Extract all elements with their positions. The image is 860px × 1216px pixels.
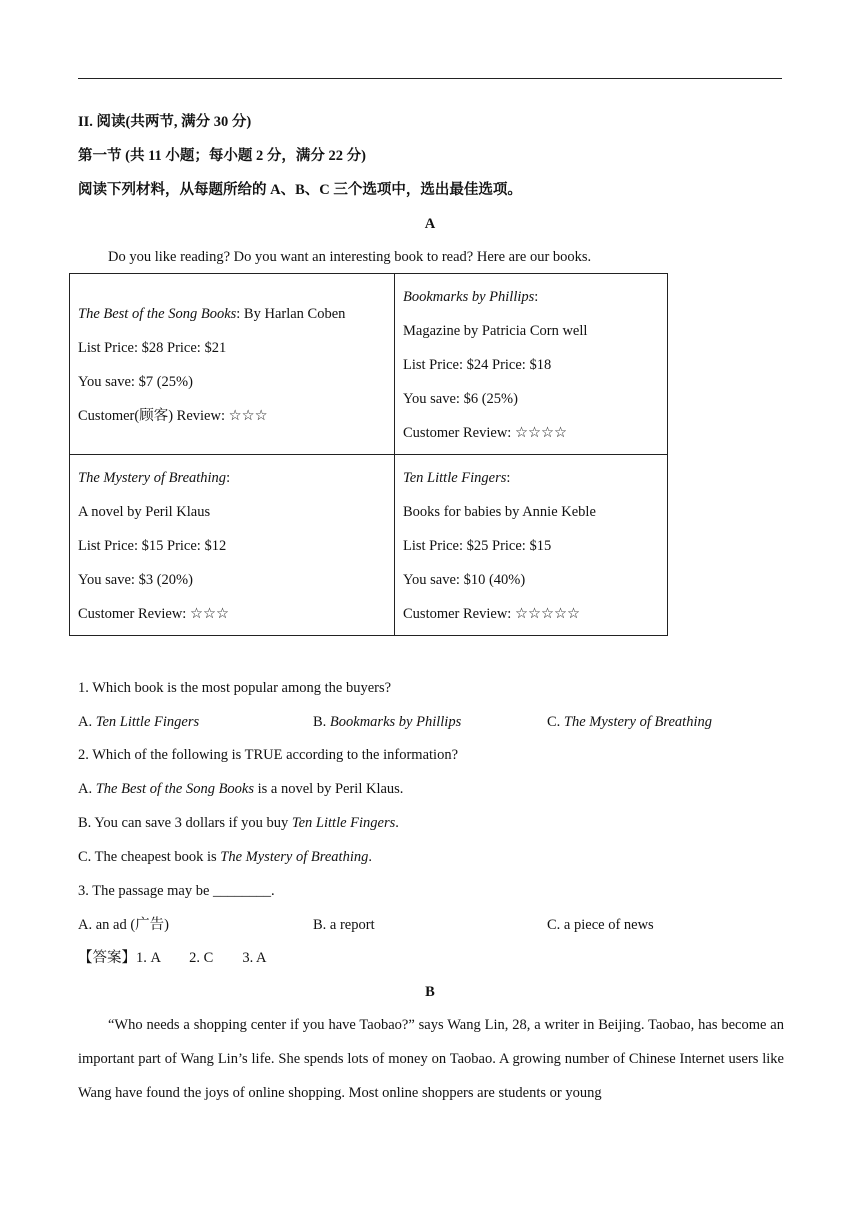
- book-author: Books for babies by Annie Keble: [403, 504, 596, 520]
- table-row: [70, 274, 668, 455]
- passage-b-label: B: [425, 984, 435, 1000]
- book-review: Customer(顾客) Review: ☆☆☆: [78, 408, 268, 424]
- header-rule: [78, 78, 782, 79]
- question-1-option-a: A. Ten Little Fingers: [78, 714, 200, 730]
- part-title: 第一节 (共 11 小题；每小题 2 分，满分 22 分): [78, 148, 366, 164]
- question-2-option-a: A. The Best of the Song Books is a novel by Peril Klaus.: [78, 781, 404, 797]
- book-review: Customer Review: ☆☆☆☆☆: [403, 606, 580, 622]
- book-save: You save: $3 (20%): [78, 572, 193, 588]
- question-3-option-c: C. a piece of news: [547, 917, 654, 933]
- book-title: The Mystery of Breathing: [78, 470, 227, 486]
- question-1-stem: 1. Which book is the most popular among the buyers?: [78, 680, 392, 696]
- book-review: Customer Review: ☆☆☆☆: [403, 425, 567, 441]
- table-row: [70, 455, 668, 636]
- question-3-option-b: B. a report: [313, 917, 375, 933]
- passage-a-intro: Do you like reading? Do you want an interesting book to read? Here are our books.: [108, 249, 592, 265]
- book-title: The Best of the Song Books: [78, 306, 237, 322]
- question-1-option-c: C. The Mystery of Breathing: [547, 714, 712, 730]
- question-1-option-b: B. Bookmarks by Phillips: [313, 714, 462, 730]
- instruction: 阅读下列材料，从每题所给的 A、B、C 三个选项中，选出最佳选项。: [78, 182, 522, 198]
- book-title: Ten Little Fingers: [403, 470, 507, 486]
- book-cell: The Mystery of Breathing: A novel by Peril Klaus List Price: $15 Price: $12 You save: $3 (20%) Customer Review: ☆☆☆: [70, 455, 395, 636]
- book-cell: The Best of the Song Books: By Harlan Coben List Price: $28 Price: $21 You save: $7 (25%) Customer(顾客) Review: ☆☆☆: [70, 274, 395, 455]
- book-price: List Price: $24 Price: $18: [403, 357, 552, 373]
- book-save: You save: $10 (40%): [403, 572, 526, 588]
- passage-b-text: “Who needs a shopping center if you have Taobao?” says Wang Lin, 28, a writer in Beijing. Taobao, has become an important part of Wang Lin’s life. She spends lots of money on Taobao. A growing number of Chinese Internet users like Wang have found the joys of online shopping. Most online shoppers are students or young: [78, 1017, 784, 1101]
- question-2-option-b: B. You can save 3 dollars if you buy Ten Little Fingers.: [78, 815, 399, 831]
- book-save: You save: $6 (25%): [403, 391, 518, 407]
- book-price: List Price: $15 Price: $12: [78, 538, 227, 554]
- section-title: II. 阅读(共两节, 满分 30 分): [78, 114, 252, 130]
- book-title: Bookmarks by Phillips: [403, 289, 535, 305]
- book-price: List Price: $25 Price: $15: [403, 538, 552, 554]
- book-author: Magazine by Patricia Corn well: [403, 323, 588, 339]
- book-cell: Ten Little Fingers: Books for babies by Annie Keble List Price: $25 Price: $15 You save: $10 (40%) Customer Review: ☆☆☆☆☆: [395, 455, 668, 636]
- book-save: You save: $7 (25%): [78, 374, 193, 390]
- question-2-option-c: C. The cheapest book is The Mystery of Breathing.: [78, 849, 372, 865]
- question-3-stem: 3. The passage may be ________.: [78, 883, 275, 899]
- book-author: A novel by Peril Klaus: [78, 504, 211, 520]
- answer-key: 【答案】1. A 2. C 3. A: [78, 950, 267, 966]
- book-cell: Bookmarks by Phillips: Magazine by Patricia Corn well List Price: $24 Price: $18 You save: $6 (25%) Customer Review: ☆☆☆☆: [395, 274, 668, 455]
- question-2-stem: 2. Which of the following is TRUE according to the information?: [78, 747, 459, 763]
- question-3-option-a: A. an ad (广告): [78, 917, 170, 933]
- book-price: List Price: $28 Price: $21: [78, 340, 227, 356]
- passage-a-label: A: [424, 216, 436, 232]
- book-table: [69, 273, 668, 636]
- book-review: Customer Review: ☆☆☆: [78, 606, 229, 622]
